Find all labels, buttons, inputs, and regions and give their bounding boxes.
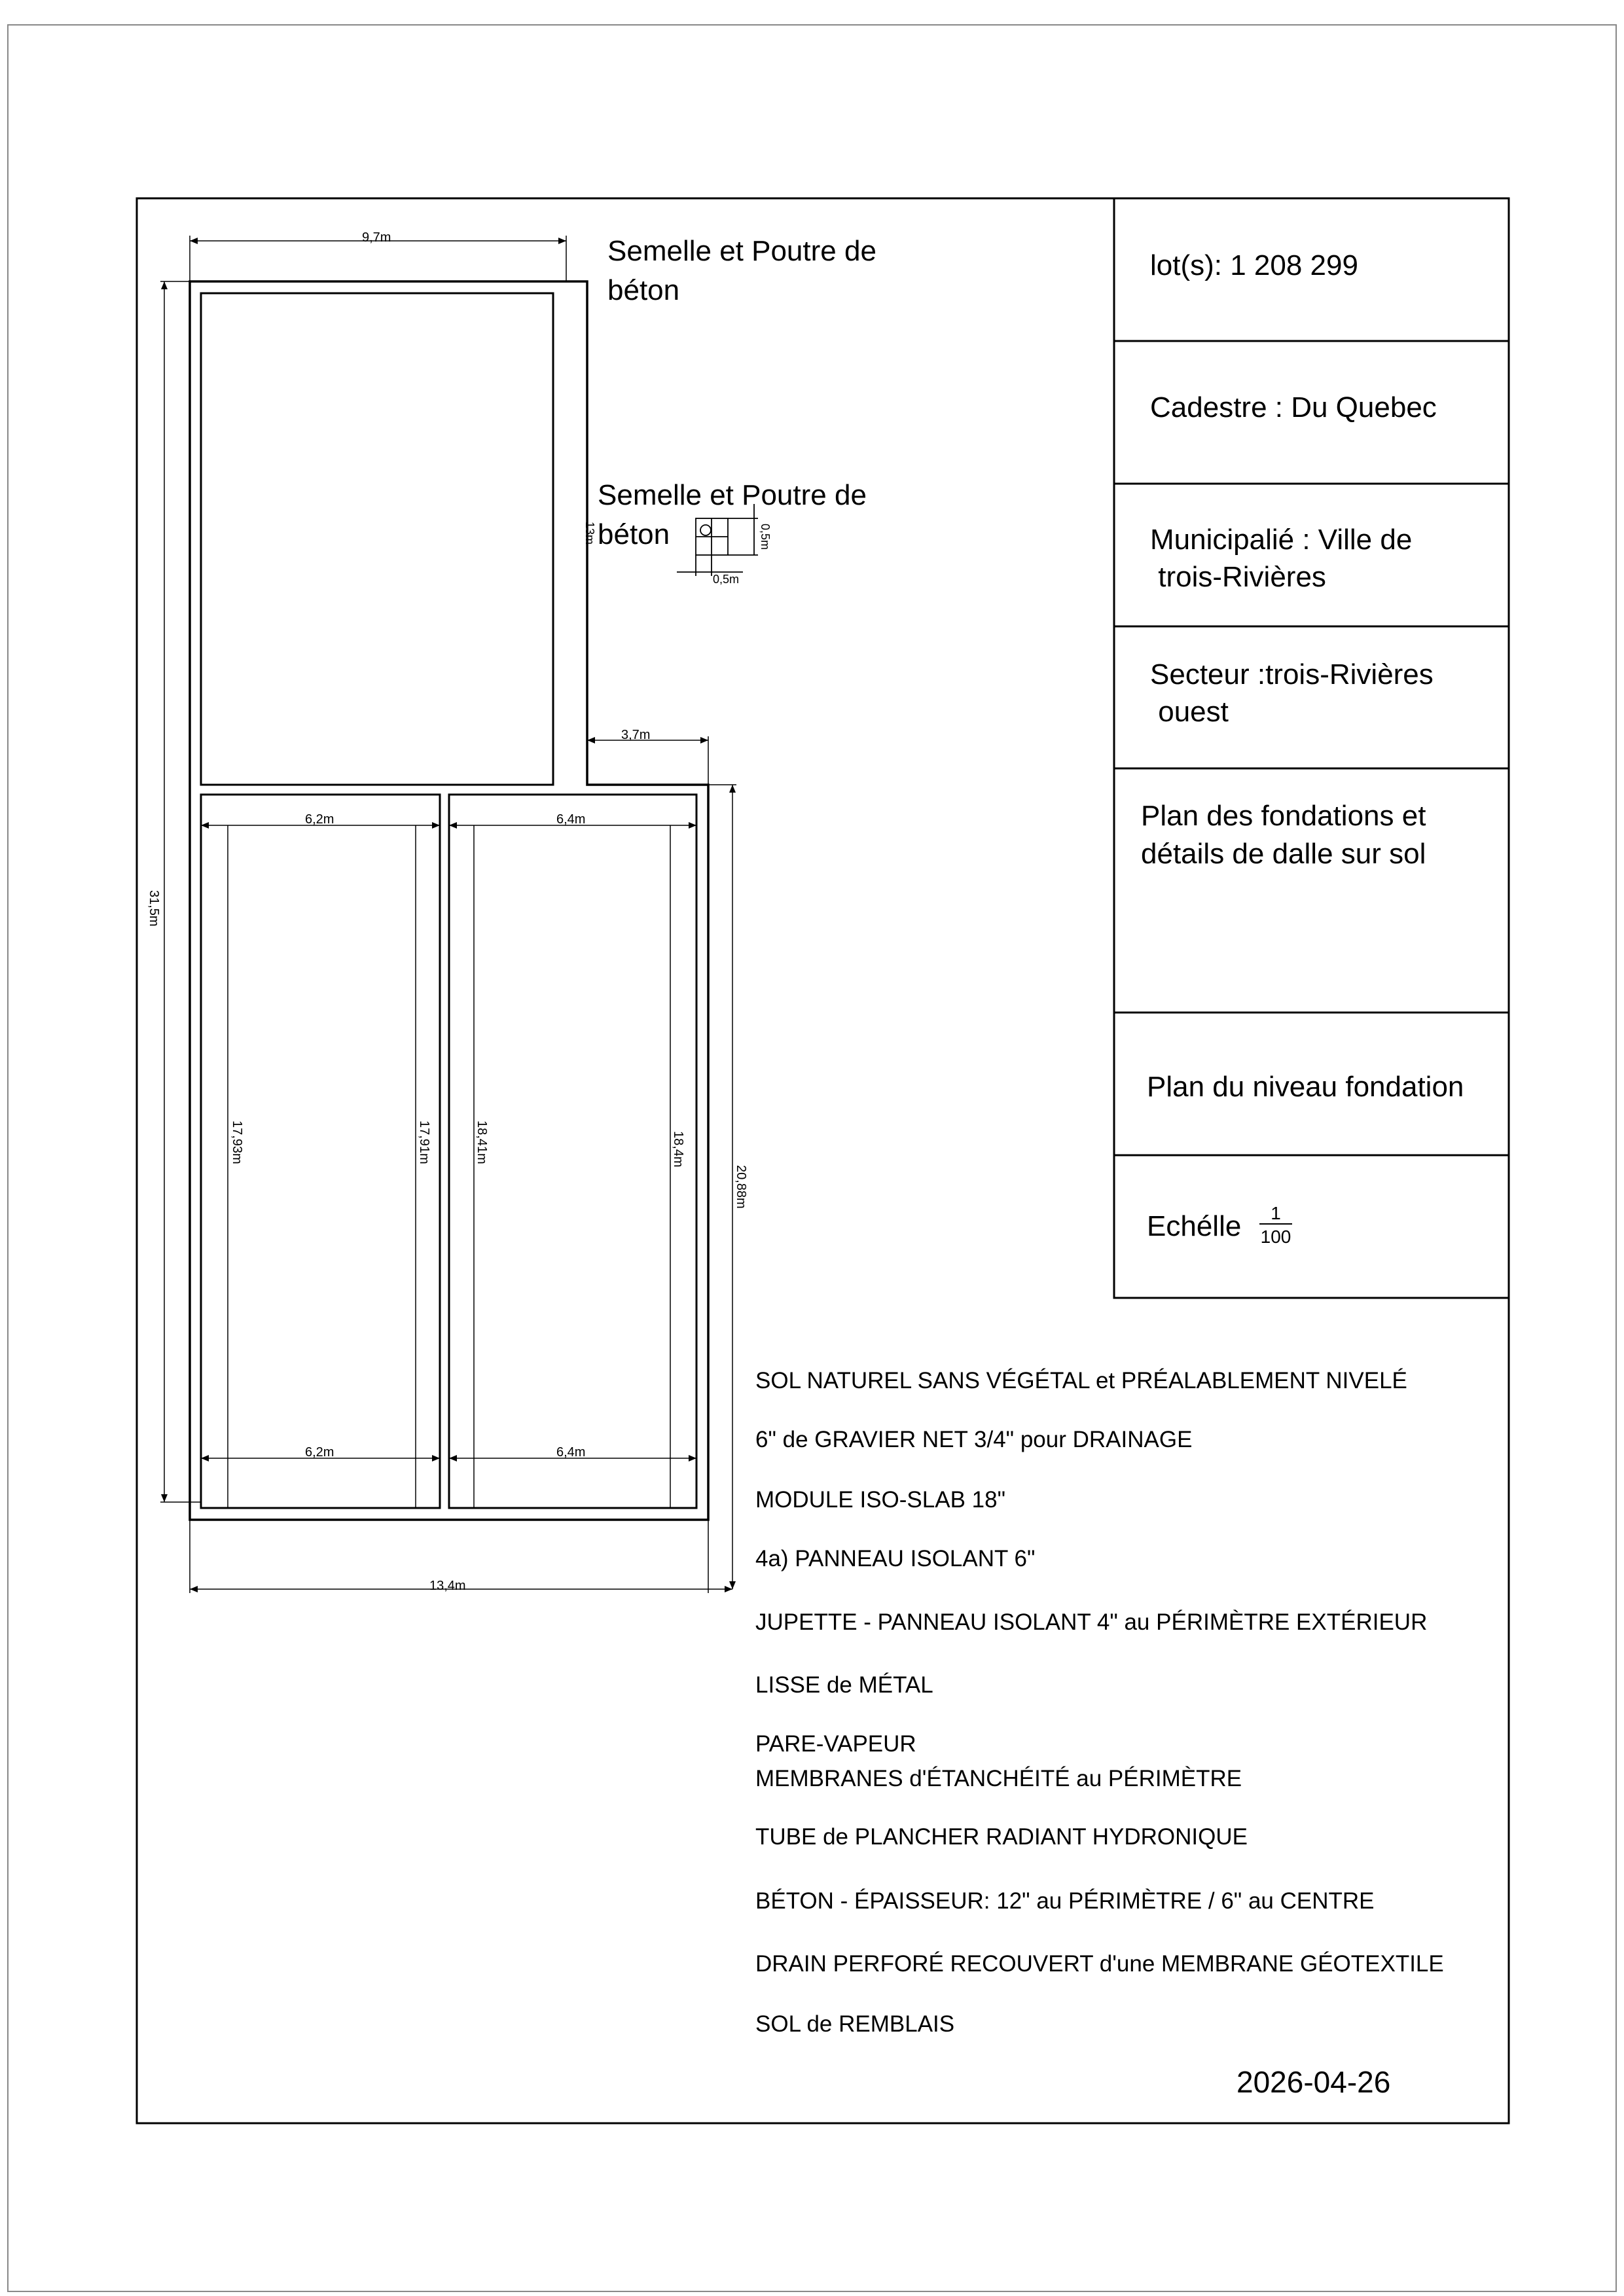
footing-detail — [677, 504, 758, 576]
dim-detail-small-h: 0,5m — [713, 573, 740, 586]
note-7: PARE-VAPEUR — [755, 1731, 916, 1757]
title-cadastre: Cadestre : Du Quebec — [1150, 391, 1437, 423]
dim-detail-small-v: 0,5m — [759, 524, 772, 550]
dim-room-right-h2: 18,4m — [671, 1131, 685, 1168]
note-5: JUPETTE - PANNEAU ISOLANT 4" au PÉRIMÈTRE EXTÉRIEUR — [755, 1609, 1428, 1635]
dim-room-right-h1: 18,41m — [475, 1121, 489, 1164]
note-1: SOL NATUREL SANS VÉGÉTAL et PRÉALABLEMENT NIVELÉ — [755, 1368, 1407, 1393]
note-8: MEMBRANES d'ÉTANCHÉITÉ au PÉRIMÈTRE — [755, 1766, 1242, 1791]
dim-detail-height: 13m — [583, 522, 596, 545]
title-lots: lot(s): 1 208 299 — [1150, 249, 1358, 281]
dim-right-height: 20,88m — [734, 1165, 748, 1209]
dim-room-left-bottom: 6,2m — [305, 1445, 334, 1460]
note-4: 4a) PANNEAU ISOLANT 6" — [755, 1546, 1036, 1571]
label-semelle-top-line1: Semelle et Poutre de — [607, 235, 876, 267]
note-9: TUBE de PLANCHER RADIANT HYDRONIQUE — [755, 1824, 1248, 1850]
title-block — [1114, 198, 1509, 1298]
title-municipality-line2: trois-Rivières — [1150, 561, 1326, 593]
dim-step-width: 3,7m — [621, 728, 651, 742]
dim-overall-height: 31,5m — [147, 890, 161, 927]
title-sector-line2: ouest — [1150, 696, 1229, 728]
note-10: BÉTON - ÉPAISSEUR: 12" au PÉRIMÈTRE / 6" au CENTRE — [755, 1888, 1375, 1914]
dim-overall-width-top: 9,7m — [362, 230, 391, 245]
drawing-date: 2026-04-26 — [1236, 2065, 1391, 2099]
upper-slab — [201, 293, 553, 785]
note-2: 6" de GRAVIER NET 3/4" pour DRAINAGE — [755, 1427, 1193, 1452]
label-semelle-top-line2: béton — [607, 274, 680, 306]
title-sector-line1: Secteur :trois-Rivières — [1150, 658, 1434, 691]
note-6: LISSE de MÉTAL — [755, 1672, 933, 1698]
title-level: Plan du niveau fondation — [1147, 1071, 1464, 1103]
note-3: MODULE ISO-SLAB 18" — [755, 1487, 1005, 1513]
dim-overall-width-bottom: 13,4m — [429, 1579, 466, 1593]
dim-room-left-top: 6,2m — [305, 812, 334, 827]
note-11: DRAIN PERFORÉ RECOUVERT d'une MEMBRANE GÉOTEXTILE — [755, 1951, 1444, 1977]
title-municipality-line1: Municipalié : Ville de — [1150, 524, 1413, 556]
dim-room-left-h1: 17,93m — [230, 1121, 244, 1164]
dim-room-right-top: 6,4m — [556, 812, 586, 827]
dim-room-right-bottom: 6,4m — [556, 1445, 586, 1460]
label-semelle-detail-line1: Semelle et Poutre de — [598, 479, 867, 511]
scale-numerator: 1 — [1271, 1203, 1281, 1223]
title-scale-label: Echélle — [1147, 1210, 1242, 1242]
note-12: SOL de REMBLAIS — [755, 2011, 955, 2037]
title-plan-line1: Plan des fondations et — [1141, 800, 1426, 832]
title-plan-line2: détails de dalle sur sol — [1141, 838, 1426, 870]
label-semelle-detail-line2: béton — [598, 518, 670, 550]
scale-denominator: 100 — [1260, 1227, 1291, 1247]
dim-room-left-h2: 17,91m — [417, 1121, 431, 1164]
